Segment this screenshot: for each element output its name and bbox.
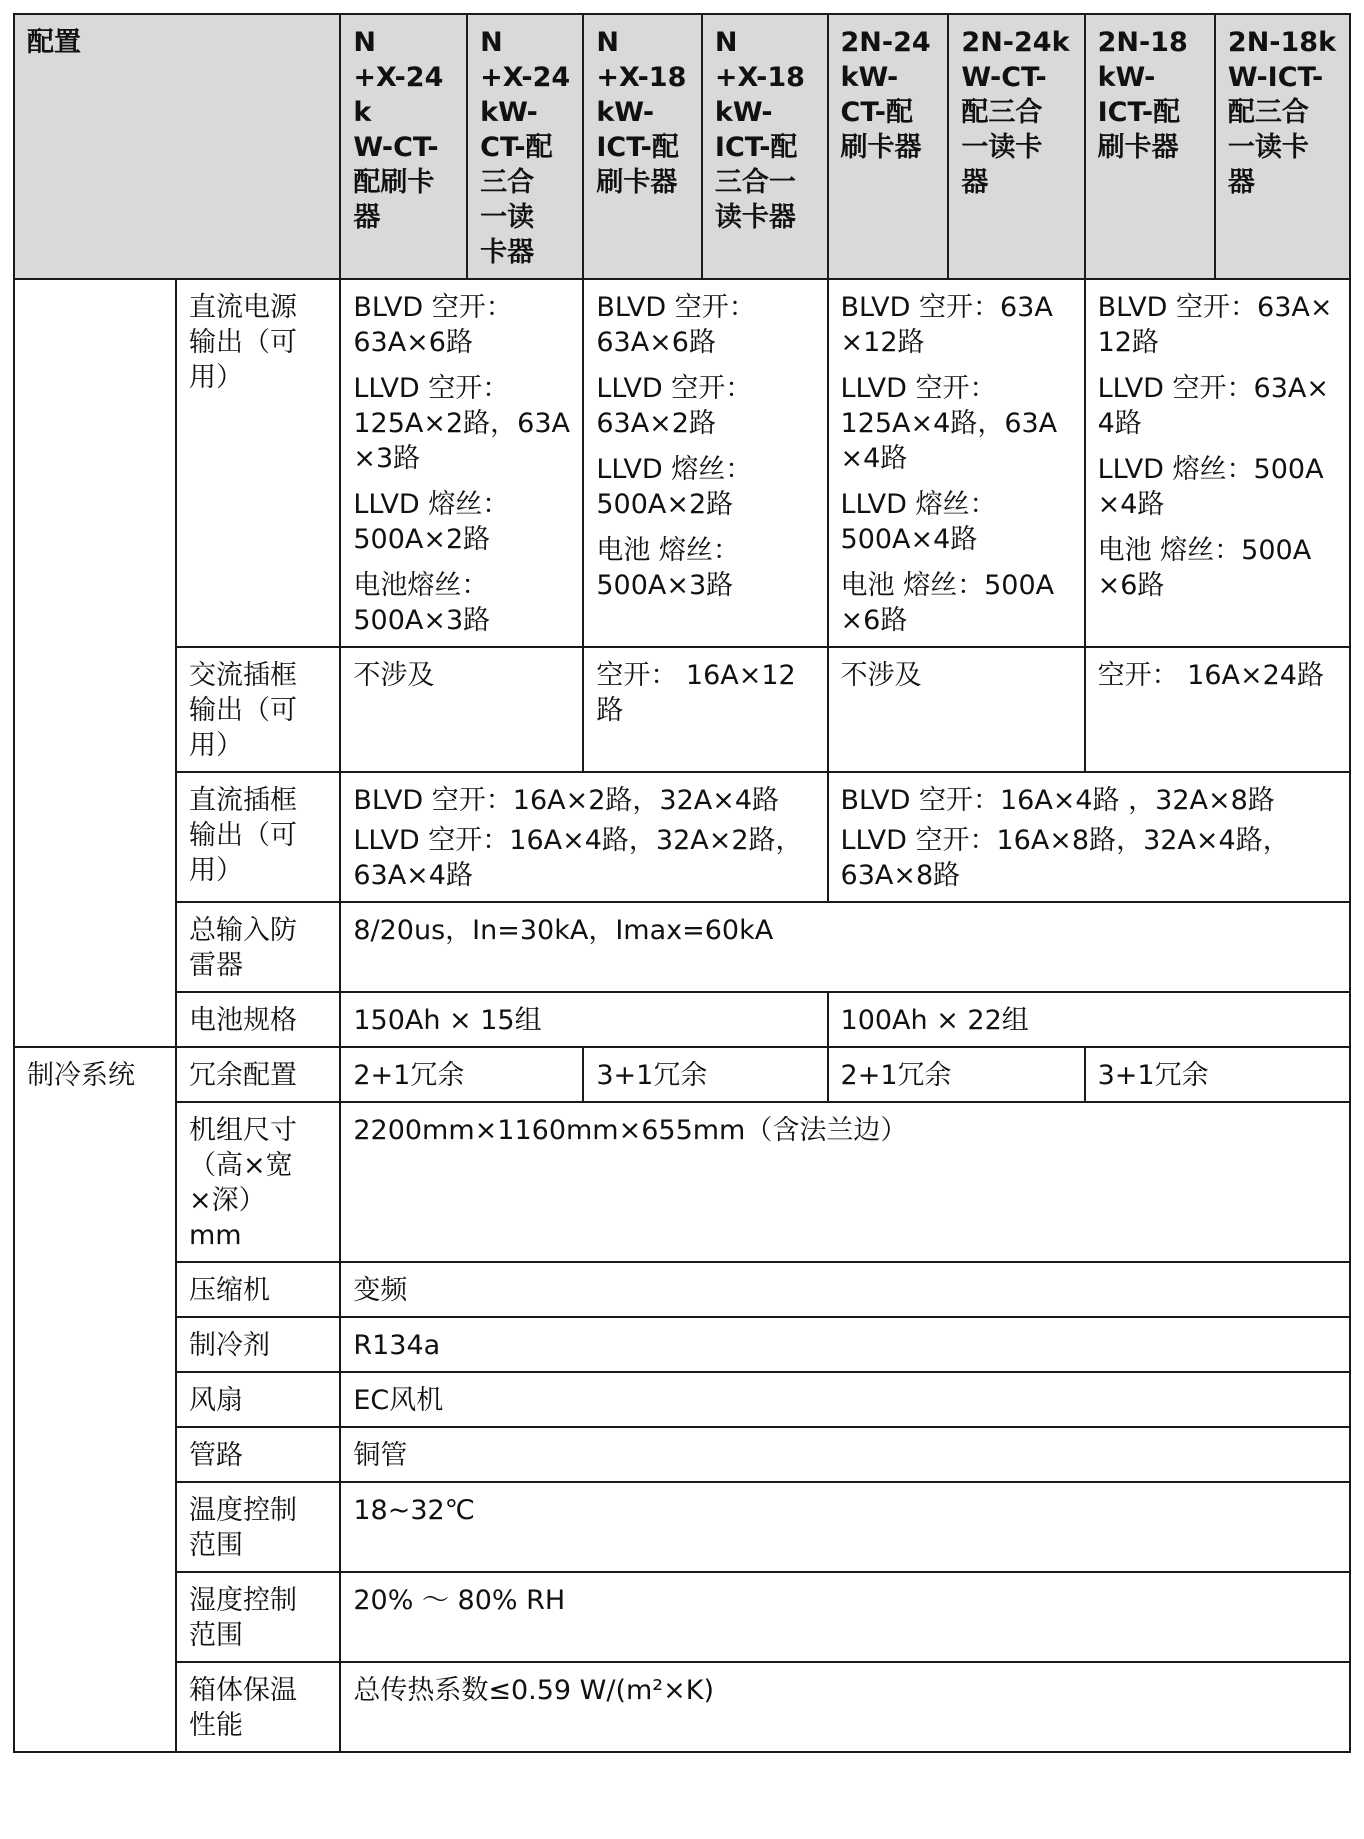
- row-spd: [14, 902, 1350, 992]
- row-size: [14, 1102, 1350, 1262]
- ac-output-c4: 空开： 16A×24路: [1085, 647, 1350, 772]
- row-piping: [14, 1427, 1350, 1482]
- row-label: 风扇: [176, 1372, 340, 1427]
- redundancy-c4: 3+1冗余: [1085, 1047, 1350, 1102]
- category-cell: [14, 279, 176, 647]
- category-cell: [14, 1372, 176, 1427]
- piping-value: 铜管: [340, 1427, 1350, 1482]
- fan-value: EC风机: [340, 1372, 1350, 1427]
- spd-value: 8/20us，In=30kA，Imax=60kA: [340, 902, 1350, 992]
- row-ac-output: [14, 647, 1350, 772]
- category-cell: [14, 1317, 176, 1372]
- dc-output-c3: BLVD 空开：63A ×12路 LLVD 空开： 125A×4路，63A ×4路 LLVD 熔丝： 500A×4路 电池 熔丝：500A ×6路: [828, 279, 1085, 647]
- header-col: 2N-18 kW- ICT-配 刷卡器: [1085, 14, 1215, 279]
- refrigerant-value: R134a: [340, 1317, 1350, 1372]
- row-fan: [14, 1372, 1350, 1427]
- spec-table: [13, 13, 1351, 1753]
- category-cell: [14, 1427, 176, 1482]
- insulation-value: 总传热系数≤0.59 W/(m²×K): [340, 1662, 1350, 1752]
- header-col: N +X-18 kW- ICT-配 三合一 读卡器: [702, 14, 828, 279]
- row-label: 直流电源 输出（可 用）: [176, 279, 340, 647]
- header-col: 2N-24k W-CT- 配三合 一读卡 器: [948, 14, 1084, 279]
- category-cell: [14, 1482, 176, 1572]
- size-value: 2200mm×1160mm×655mm（含法兰边）: [340, 1102, 1350, 1262]
- dc-output-c1: BLVD 空开： 63A×6路 LLVD 空开： 125A×2路，63A ×3路 LLVD 熔丝： 500A×2路 电池熔丝： 500A×3路: [340, 279, 583, 647]
- row-dc-frame: [14, 772, 1350, 902]
- row-humidity: [14, 1572, 1350, 1662]
- dc-output-c4: BLVD 空开：63A× 12路 LLVD 空开：63A× 4路 LLVD 熔丝：500A ×4路 电池 熔丝：500A ×6路: [1085, 279, 1350, 647]
- row-label: 机组尺寸 （高×宽 ×深） mm: [176, 1102, 340, 1262]
- row-label: 冗余配置: [176, 1047, 340, 1102]
- header-col: 2N-24 kW- CT-配 刷卡器: [828, 14, 949, 279]
- row-label: 温度控制 范围: [176, 1482, 340, 1572]
- dc-output-c2: BLVD 空开： 63A×6路 LLVD 空开： 63A×2路 LLVD 熔丝： 500A×2路 电池 熔丝： 500A×3路: [583, 279, 827, 647]
- redundancy-c2: 3+1冗余: [583, 1047, 827, 1102]
- row-temp: [14, 1482, 1350, 1572]
- temp-value: 18~32℃: [340, 1482, 1350, 1572]
- header-config: 配置: [14, 14, 340, 279]
- category-cooling: 制冷系统: [14, 1047, 176, 1102]
- battery-left: 150Ah × 15组: [340, 992, 827, 1047]
- ac-output-c2: 空开： 16A×12 路: [583, 647, 827, 772]
- row-label: 湿度控制 范围: [176, 1572, 340, 1662]
- row-insulation: [14, 1662, 1350, 1752]
- header-col: N +X-24k W-CT- 配刷卡 器: [340, 14, 467, 279]
- row-dc-output: [14, 279, 1350, 647]
- redundancy-c3: 2+1冗余: [828, 1047, 1085, 1102]
- ac-output-c3: 不涉及: [828, 647, 1085, 772]
- row-label: 总输入防 雷器: [176, 902, 340, 992]
- row-label: 制冷剂: [176, 1317, 340, 1372]
- row-label: 管路: [176, 1427, 340, 1482]
- header-col: N +X-24 kW- CT-配 三合 一读 卡器: [467, 14, 583, 279]
- row-battery: [14, 992, 1350, 1047]
- row-compressor: [14, 1262, 1350, 1317]
- row-label: 箱体保温 性能: [176, 1662, 340, 1752]
- header-row: [14, 14, 1350, 279]
- compressor-value: 变频: [340, 1262, 1350, 1317]
- dc-frame-left: BLVD 空开：16A×2路，32A×4路 LLVD 空开：16A×4路，32A×2路， 63A×4路: [340, 772, 827, 902]
- category-cell: [14, 1662, 176, 1752]
- dc-frame-right: BLVD 空开：16A×4路 ，32A×8路 LLVD 空开：16A×8路，32A×4路， 63A×8路: [828, 772, 1350, 902]
- category-cell: [14, 902, 176, 992]
- header-col: 2N-18k W-ICT- 配三合 一读卡 器: [1215, 14, 1350, 279]
- category-cell: [14, 1572, 176, 1662]
- row-redundancy: [14, 1047, 1350, 1102]
- category-cell: [14, 1102, 176, 1262]
- battery-right: 100Ah × 22组: [828, 992, 1350, 1047]
- redundancy-c1: 2+1冗余: [340, 1047, 583, 1102]
- category-cell: [14, 772, 176, 902]
- row-label: 电池规格: [176, 992, 340, 1047]
- header-col: N +X-18 kW- ICT-配 刷卡器: [583, 14, 702, 279]
- row-refrigerant: [14, 1317, 1350, 1372]
- category-cell: [14, 1262, 176, 1317]
- row-label: 直流插框 输出（可 用）: [176, 772, 340, 902]
- humidity-value: 20% ～ 80% RH: [340, 1572, 1350, 1662]
- category-cell: [14, 647, 176, 772]
- row-label: 压缩机: [176, 1262, 340, 1317]
- category-cell: [14, 992, 176, 1047]
- row-label: 交流插框 输出（可 用）: [176, 647, 340, 772]
- ac-output-c1: 不涉及: [340, 647, 583, 772]
